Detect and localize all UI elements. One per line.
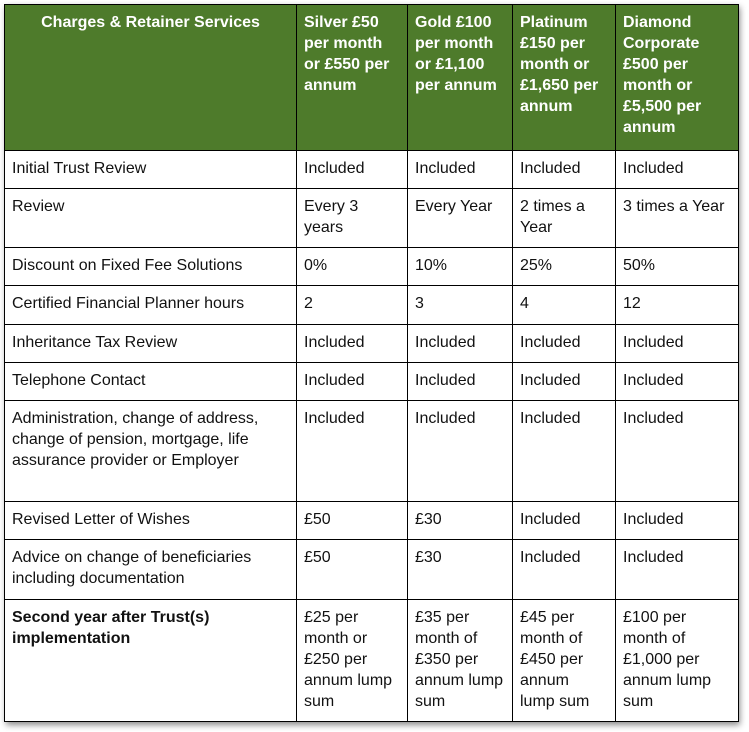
cell-silver: Included [297, 324, 408, 362]
row-label: Revised Letter of Wishes [5, 502, 297, 540]
row-label: Discount on Fixed Fee Solutions [5, 248, 297, 286]
cell-gold: Included [408, 151, 513, 189]
table-row [5, 502, 739, 540]
table-row [5, 248, 739, 286]
cell-gold: Every Year [408, 189, 513, 248]
cell-gold: £30 [408, 540, 513, 599]
cell-diamond: £100 per month of £1,000 per annum lump sum [616, 599, 739, 722]
cell-gold: £35 per month of £350 per annum lump sum [408, 599, 513, 722]
row-label: Second year after Trust(s) implementation [5, 599, 297, 722]
table-row [5, 324, 739, 362]
row-label: Initial Trust Review [5, 151, 297, 189]
cell-platinum: Included [513, 151, 616, 189]
cell-silver: Included [297, 400, 408, 501]
header-services: Charges & Retainer Services [5, 5, 297, 151]
row-label: Administration, change of address, change of pension, mortgage, life assurance provider or Employer [5, 400, 297, 501]
header-platinum: Platinum £150 per month or £1,650 per annum [513, 5, 616, 151]
cell-platinum: 4 [513, 286, 616, 324]
cell-silver: 0% [297, 248, 408, 286]
cell-platinum: Included [513, 324, 616, 362]
cell-platinum: Included [513, 540, 616, 599]
header-diamond: Diamond Corporate £500 per month or £5,500 per annum [616, 5, 739, 151]
header-row [5, 5, 739, 151]
cell-platinum: Included [513, 502, 616, 540]
cell-platinum: £45 per month of £450 per annum lump sum [513, 599, 616, 722]
cell-diamond: Included [616, 540, 739, 599]
row-label: Review [5, 189, 297, 248]
cell-silver: £25 per month or £250 per annum lump sum [297, 599, 408, 722]
table-row [5, 400, 739, 501]
cell-diamond: Included [616, 502, 739, 540]
table-row [5, 362, 739, 400]
table-row [5, 286, 739, 324]
cell-platinum: 2 times a Year [513, 189, 616, 248]
cell-gold: Included [408, 362, 513, 400]
cell-silver: 2 [297, 286, 408, 324]
pricing-table-container [4, 4, 738, 722]
table-row [5, 540, 739, 599]
cell-diamond: 50% [616, 248, 739, 286]
cell-gold: £30 [408, 502, 513, 540]
cell-diamond: 12 [616, 286, 739, 324]
cell-platinum: Included [513, 362, 616, 400]
cell-diamond: Included [616, 324, 739, 362]
table-row [5, 599, 739, 722]
table-row [5, 189, 739, 248]
charges-retainer-table [4, 4, 739, 722]
row-label: Telephone Contact [5, 362, 297, 400]
row-label: Advice on change of beneficiaries including documentation [5, 540, 297, 599]
cell-diamond: 3 times a Year [616, 189, 739, 248]
row-label: Inheritance Tax Review [5, 324, 297, 362]
header-silver: Silver £50 per month or £550 per annum [297, 5, 408, 151]
cell-gold: Included [408, 400, 513, 501]
cell-gold: 10% [408, 248, 513, 286]
cell-platinum: Included [513, 400, 616, 501]
table-row [5, 151, 739, 189]
cell-silver: £50 [297, 502, 408, 540]
cell-diamond: Included [616, 151, 739, 189]
cell-silver: Included [297, 151, 408, 189]
row-label: Certified Financial Planner hours [5, 286, 297, 324]
cell-silver: Every 3 years [297, 189, 408, 248]
cell-platinum: 25% [513, 248, 616, 286]
cell-diamond: Included [616, 400, 739, 501]
header-gold: Gold £100 per month or £1,100 per annum [408, 5, 513, 151]
cell-diamond: Included [616, 362, 739, 400]
cell-silver: £50 [297, 540, 408, 599]
cell-gold: Included [408, 324, 513, 362]
cell-gold: 3 [408, 286, 513, 324]
cell-silver: Included [297, 362, 408, 400]
